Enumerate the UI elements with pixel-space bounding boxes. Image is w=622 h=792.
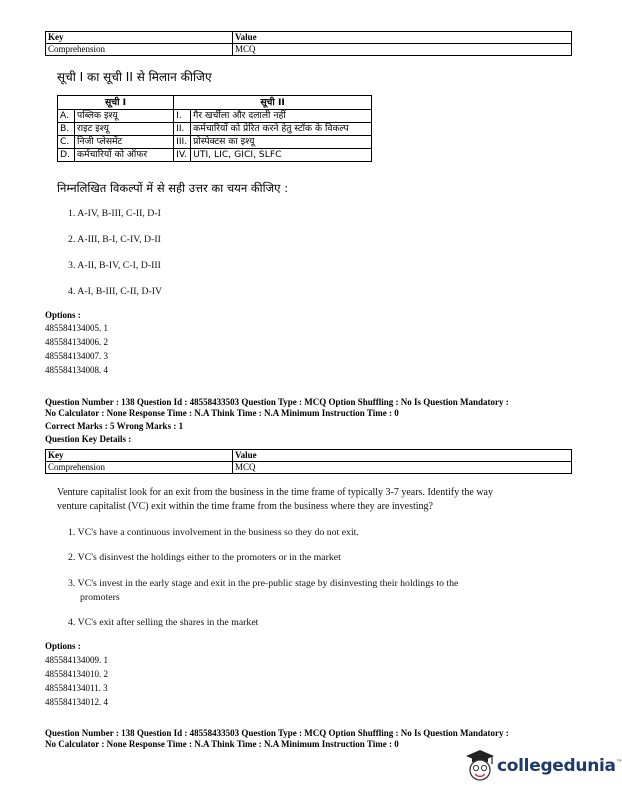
list2-item: गैर खर्चीला और दलाली नहीं <box>191 110 372 123</box>
row-numeral: I. <box>174 110 191 123</box>
key-header: Key <box>46 32 233 44</box>
brand-name: collegedunia™ <box>497 756 622 776</box>
option-id-4: 485584134012. 4 <box>45 697 108 707</box>
row-letter: D. <box>58 149 75 162</box>
option-1: 1. VC's have a continuous involvement in the business so they do not exit. <box>68 527 359 538</box>
row-numeral: IV. <box>174 149 191 162</box>
list2-item: UTI, LIC, GICI, SLFC <box>191 149 372 162</box>
list1-item: राइट इश्यू <box>75 123 174 136</box>
key-value-table-top <box>45 31 572 56</box>
list1-item: कर्मचारियों को ऑफर <box>75 149 174 162</box>
options-label: Options : <box>45 310 81 320</box>
match-instruction: सूची I का सूची II से मिलान कीजिए <box>57 70 212 84</box>
question-meta-line1: Question Number : 138 Question Id : 48558433503 Question Type : MCQ Option Shuffling : No Is Question Mandatory : <box>45 397 509 407</box>
value-header: Value <box>233 32 572 44</box>
option-id-3: 485584134007. 3 <box>45 351 108 361</box>
value-header: Value <box>233 450 572 462</box>
option-4: 4. A-I, B-III, C-II, D-IV <box>68 286 163 297</box>
list2-item: कर्मचारियों को प्रेरित करने हेतु स्टॉक के विकल्प <box>191 123 372 136</box>
question-meta-line1: Question Number : 138 Question Id : 48558433503 Question Type : MCQ Option Shuffling : No Is Question Mandatory : <box>45 728 509 738</box>
row-numeral: II. <box>174 123 191 136</box>
question-meta-line2: No Calculator : None Response Time : N.A Think Time : N.A Minimum Instruction Time : 0 <box>45 739 399 749</box>
option-id-1: 485584134005. 1 <box>45 323 108 333</box>
key-details-label: Question Key Details : <box>45 434 132 444</box>
value-cell: MCQ <box>233 44 572 56</box>
option-2: 2. A-III, B-I, C-IV, D-II <box>68 234 161 245</box>
list2-header: सूची II <box>174 96 372 110</box>
option-3: 3. VC's invest in the early stage and exit in the pre-public stage by disinvesting their holdings to the <box>68 578 459 589</box>
key-cell: Comprehension <box>46 462 233 474</box>
question-meta-line2: No Calculator : None Response Time : N.A Think Time : N.A Minimum Instruction Time : 0 <box>45 408 399 418</box>
mascot-icon <box>462 746 498 786</box>
question-text-line2: venture capitalist (VC) exit within the time frame from the business where they are investing? <box>57 501 433 512</box>
question-text-line1: Venture capitalist look for an exit from the business in the time frame of typically 3-7 years. Identify the way <box>57 487 493 498</box>
row-letter: B. <box>58 123 75 136</box>
options-label: Options : <box>45 641 81 651</box>
match-table <box>57 95 372 162</box>
choose-instruction: निम्नलिखित विकल्पों में से सही उत्तर का चयन कीजिए : <box>57 181 289 195</box>
option-3: 3. A-II, B-IV, C-I, D-III <box>68 260 161 271</box>
list1-item: पब्लिक इश्यू <box>75 110 174 123</box>
option-2: 2. VC's disinvest the holdings either to the promoters or in the market <box>68 552 341 563</box>
table-row <box>58 149 372 162</box>
option-id-2: 485584134006. 2 <box>45 337 108 347</box>
option-3-continued: promoters <box>80 592 120 603</box>
marks-info: Correct Marks : 5 Wrong Marks : 1 <box>45 421 184 431</box>
option-id-4: 485584134008. 4 <box>45 365 108 375</box>
row-letter: C. <box>58 136 75 149</box>
row-numeral: III. <box>174 136 191 149</box>
value-cell: MCQ <box>233 462 572 474</box>
option-1: 1. A-IV, B-III, C-II, D-I <box>68 208 161 219</box>
table-row <box>58 123 372 136</box>
key-header: Key <box>46 450 233 462</box>
option-id-1: 485584134009. 1 <box>45 655 108 665</box>
list1-header: सूची I <box>58 96 174 110</box>
table-row <box>58 136 372 149</box>
list2-item: प्रोस्पेक्टस का इश्यू <box>191 136 372 149</box>
option-id-3: 485584134011. 3 <box>45 683 108 693</box>
table-row <box>58 110 372 123</box>
option-4: 4. VC's exit after selling the shares in the market <box>68 617 259 628</box>
key-value-table-second <box>45 449 572 474</box>
option-id-2: 485584134010. 2 <box>45 669 108 679</box>
key-cell: Comprehension <box>46 44 233 56</box>
list1-item: निजी प्लेसमेंट <box>75 136 174 149</box>
row-letter: A. <box>58 110 75 123</box>
